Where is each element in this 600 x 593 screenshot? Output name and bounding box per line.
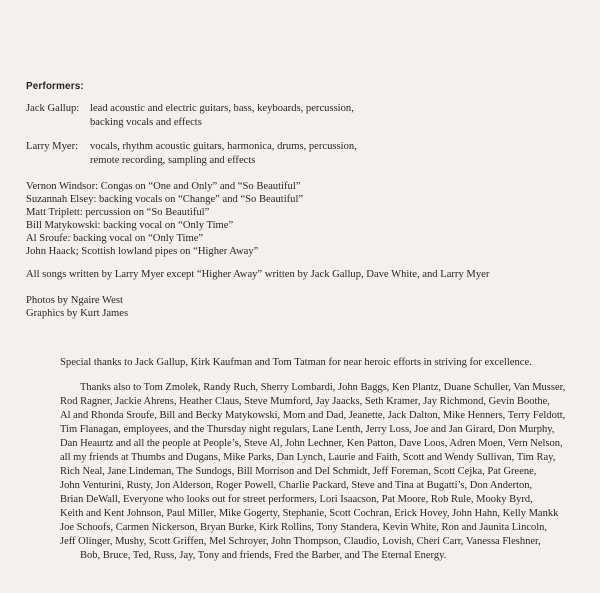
thanks-line: Thanks also to Tom Zmolek, Randy Ruch, Sherry Lombardi, John Baggs, Ken Plantz, Duane Schuller, Van Musser, (80, 382, 566, 393)
special-thanks: Special thanks to Jack Gallup, Kirk Kaufman and Tom Tatman for near heroic efforts in striving for excellence. (60, 357, 532, 368)
photos-credit: Photos by Ngaire West (26, 295, 123, 306)
thanks-line: Rod Ragner, Jackie Ahrens, Heather Claus, Steve Mumford, Jay Jaacks, Seth Kramer, Jay Richmond, Gevin Boothe, (60, 396, 550, 407)
performer-role-line: backing vocals and effects (90, 117, 202, 128)
performer-name: Jack Gallup: (26, 103, 80, 114)
performer-role-line: lead acoustic and electric guitars, bass, keyboards, percussion, (90, 103, 354, 114)
thanks-line: Brian DeWall, Everyone who looks out for street performers, Lori Isaacson, Pat Moore, Rob Rule, Mooky Byrd, (60, 494, 533, 505)
thanks-line: John Venturini, Rusty, Jon Alderson, Roger Powell, Charlie Packard, Steve and Tina at Bugatti’s, Don Anderton, (60, 480, 533, 491)
guest-credit: Suzannah Elsey: backing vocals on “Change” and “So Beautiful” (26, 194, 304, 205)
thanks-line: Dan Heaurtz and all the people at People’s, Steve Al, John Lechner, Ken Patton, Dave Loos, Adren Moen, Vern Nelson, (60, 438, 563, 449)
guest-credit: Al Sroufe: backing vocal on “Only Time” (26, 233, 204, 244)
performers-heading: Performers: (26, 81, 84, 92)
guest-credit: Vernon Windsor: Congas on “One and Only” and “So Beautiful” (26, 181, 301, 192)
thanks-line: Jeff Olinger, Mushy, Scott Griffen, Mel Schroyer, John Thompson, Claudio, Lovish, Cheri Carr, Vanessa Fleshner, (60, 536, 541, 547)
performer-role-line: remote recording, sampling and effects (90, 155, 256, 166)
thanks-line: Al and Rhonda Sroufe, Bill and Becky Matykowski, Mom and Dad, Jeanette, Jack Dalton, Mike Henners, Terry Feldott, (60, 410, 566, 421)
thanks-line: Tim Flanagan, employees, and the Thursday night regulars, Lane Lenth, Jerry Loss, Joe and Jan Girard, Don Murphy, (60, 424, 555, 435)
thanks-line: Rich Neal, Jane Lindeman, The Sundogs, Bill Morrison and Del Schmidt, Jeff Foreman, Scott Cejka, Pat Greene, (60, 466, 537, 477)
thanks-line: all my friends at Thumbs and Dugans, Mike Parks, Dan Lynch, Laurie and Faith, Scott and Wendy Sullivan, Tim Ray, (60, 452, 556, 463)
thanks-line: Keith and Kent Johnson, Paul Miller, Mike Gogerty, Stephanie, Scott Cochran, Erick Hovey, John Hahn, Kelly Mankk (60, 508, 559, 519)
guest-credit: John Haack; Scottish lowland pipes on “Higher Away” (26, 246, 259, 257)
thanks-line: Bob, Bruce, Ted, Russ, Jay, Tony and friends, Fred the Barber, and The Eternal Energy. (80, 550, 447, 561)
guest-credit: Bill Matykowski: backing vocal on “Only Time” (26, 220, 234, 231)
performer-name: Larry Myer: (26, 141, 79, 152)
graphics-credit: Graphics by Kurt James (26, 308, 129, 319)
thanks-line: Joe Schoofs, Carmen Nickerson, Bryan Burke, Kirk Rollins, Tony Standera, Kevin White, Ron and Jaunita Lincoln, (60, 522, 548, 533)
songs-credit: All songs written by Larry Myer except “Higher Away” written by Jack Gallup, Dave White, and Larry Myer (26, 269, 490, 280)
guest-credit: Matt Triplett: percussion on “So Beautiful” (26, 207, 210, 218)
performer-role-line: vocals, rhythm acoustic guitars, harmonica, drums, percussion, (90, 141, 357, 152)
